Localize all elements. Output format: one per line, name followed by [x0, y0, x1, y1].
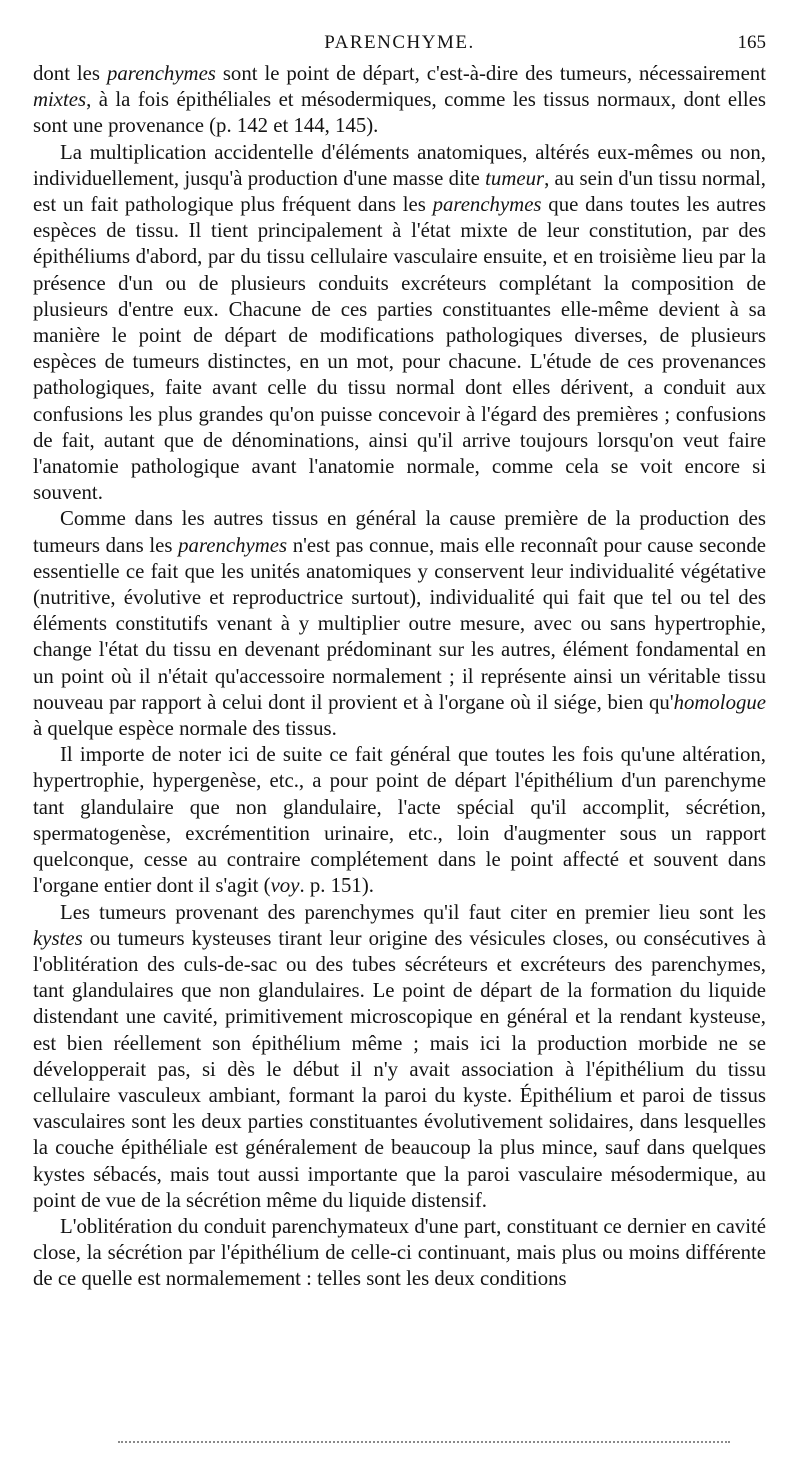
italic-term: voy: [270, 874, 300, 898]
body-text: [33, 61, 766, 1293]
text-run: sont le point de départ, c'est-à-dire des tumeurs, nécessairement: [215, 62, 766, 85]
running-title: PARENCHYME.: [324, 32, 475, 53]
italic-term: kystes: [33, 926, 83, 950]
paragraph: [33, 506, 766, 742]
text-run: à quelque espèce normale des tissus.: [33, 717, 337, 741]
italic-term: mixtes: [33, 88, 87, 112]
text-run: , au sein d'un tissu normal, est un fait pathologique plus fréquent dans les: [33, 166, 767, 217]
paragraph: [33, 900, 766, 1214]
text-run: , à la fois épithéliales et mésodermiques, comme les tissus normaux, dont elles sont une provenance (p. 142 et 144, 145).: [33, 88, 766, 138]
text-run: dont les: [33, 62, 107, 85]
text-run: Il importe de noter ici de suite ce fait général que toutes les fois qu'une altération, hypertrophie, hypergenèse, etc., a pour point de départ l'épithélium d'un parenchyme tant glandulaire que non glandulaire, l'acte spécial qu'il accomplit, sécrétion, spermatogenèse, excrémentition urinaire, etc., loin d'augmenter sous un rapport quelconque, cesse au contraire complétement dans le point affecté et souvent dans l'organe entier dont il s'agit (: [33, 743, 766, 898]
text-run: n'est pas connue, mais elle reconnaît pour cause seconde essentielle ce fait que les unités anatomiques y conservent leur individualité végétative (nutritive, évolutive et reproductrice surtout), individualité qui fait que tel ou tel des éléments constitutifs venant à y multiplier outre mesure, avec ou sans hypertrophie, change l'état du tissu en devenant prédominant sur les autres, élément fondamental en un point où il n'était qu'accessoire normalement ; il représente ainsi un véritable tissu nouveau par rapport à celui dont il provient et à l'organe où il siége, bien qu': [33, 533, 766, 714]
text-run: Les tumeurs provenant des parenchymes qu'il faut citer en premier lieu sont les: [60, 900, 766, 924]
paragraph: [33, 61, 766, 140]
text-run: La multiplication accidentelle d'éléments anatomiques, altérés eux-mêmes ou non, individuellement, jusqu'à production d'une masse dite: [33, 140, 766, 190]
footer-rule: [118, 1441, 730, 1443]
text-run: que dans toutes les autres espèces de tissu. Il tient principalement à l'état mixte de leur constitution, par des épithéliums d'abord, par du tissu cellulaire vasculaire ensuite, et en troisième lieu par la présence d'un ou de plusieurs conduits excréteurs complétant la composition de plusieurs d'entre eux. Chacune de ces parties constituantes elle-même devient à sa manière le point de départ de modifications pathologiques diverses, de plusieurs espèces de tumeurs distinctes, en un mot, pour chacune. L'étude de ces provenances pathologiques, faite avant celle du tissu normal dont elles dérivent, a conduit aux confusions les plus grandes qu'on puisse concevoir à l'égard des premières ; confusions de fait, autant que de dénominations, ainsi qu'il arrive toujours lorsqu'on veut faire l'anatomie pathologique avant l'anatomie normale, comme cela se voit encore si souvent.: [33, 193, 766, 505]
italic-term: homologue: [673, 690, 766, 714]
italic-term: parenchymes: [432, 193, 542, 217]
italic-term: parenchymes: [106, 62, 216, 85]
paragraph: [33, 1214, 766, 1293]
page-number: 165: [737, 32, 766, 53]
text-run: Comme dans les autres tissus en général la cause première de la production des tumeurs dans les: [33, 507, 766, 557]
page-header: [33, 28, 766, 58]
text-run: L'oblitération du conduit parenchymateux d'une part, constituant ce dernier en cavité close, la sécrétion par l'épithélium de celle-ci continuant, mais plus ou moins différente de ce quelle est normalemement : telles sont les deux conditions: [33, 1214, 766, 1291]
paragraph: [33, 140, 766, 507]
text-run: . p. 151).: [299, 874, 374, 898]
paragraph: [33, 742, 766, 899]
italic-term: parenchymes: [178, 533, 288, 557]
italic-term: tumeur: [485, 166, 545, 190]
text-run: ou tumeurs kysteuses tirant leur origine des vésicules closes, ou consécutives à l'oblitération des culs-de-sac ou des tubes sécréteurs et excréteurs des parenchymes, tant glandulaires que non glandulaires. Le point de départ de la formation du liquide distendant une cavité, primitivement microscopique en général et la rendant kysteuse, est bien réellement son épithélium même ; mais ici la production morbide ne se développerait pas, si dès le début il n'y avait association à l'épithélium du tissu cellulaire vasculeux ambiant, formant la paroi du kyste. Épithélium et paroi de tissus vasculaires sont les deux parties constituantes évolutivement solidaires, dans lesquelles la couche épithéliale est généralement de beaucoup la plus mince, sauf dans quelques kystes sébacés, mais tout aussi importante que la paroi vasculaire mésodermique, au point de vue de la sécrétion même du liquide distensif.: [33, 926, 766, 1212]
